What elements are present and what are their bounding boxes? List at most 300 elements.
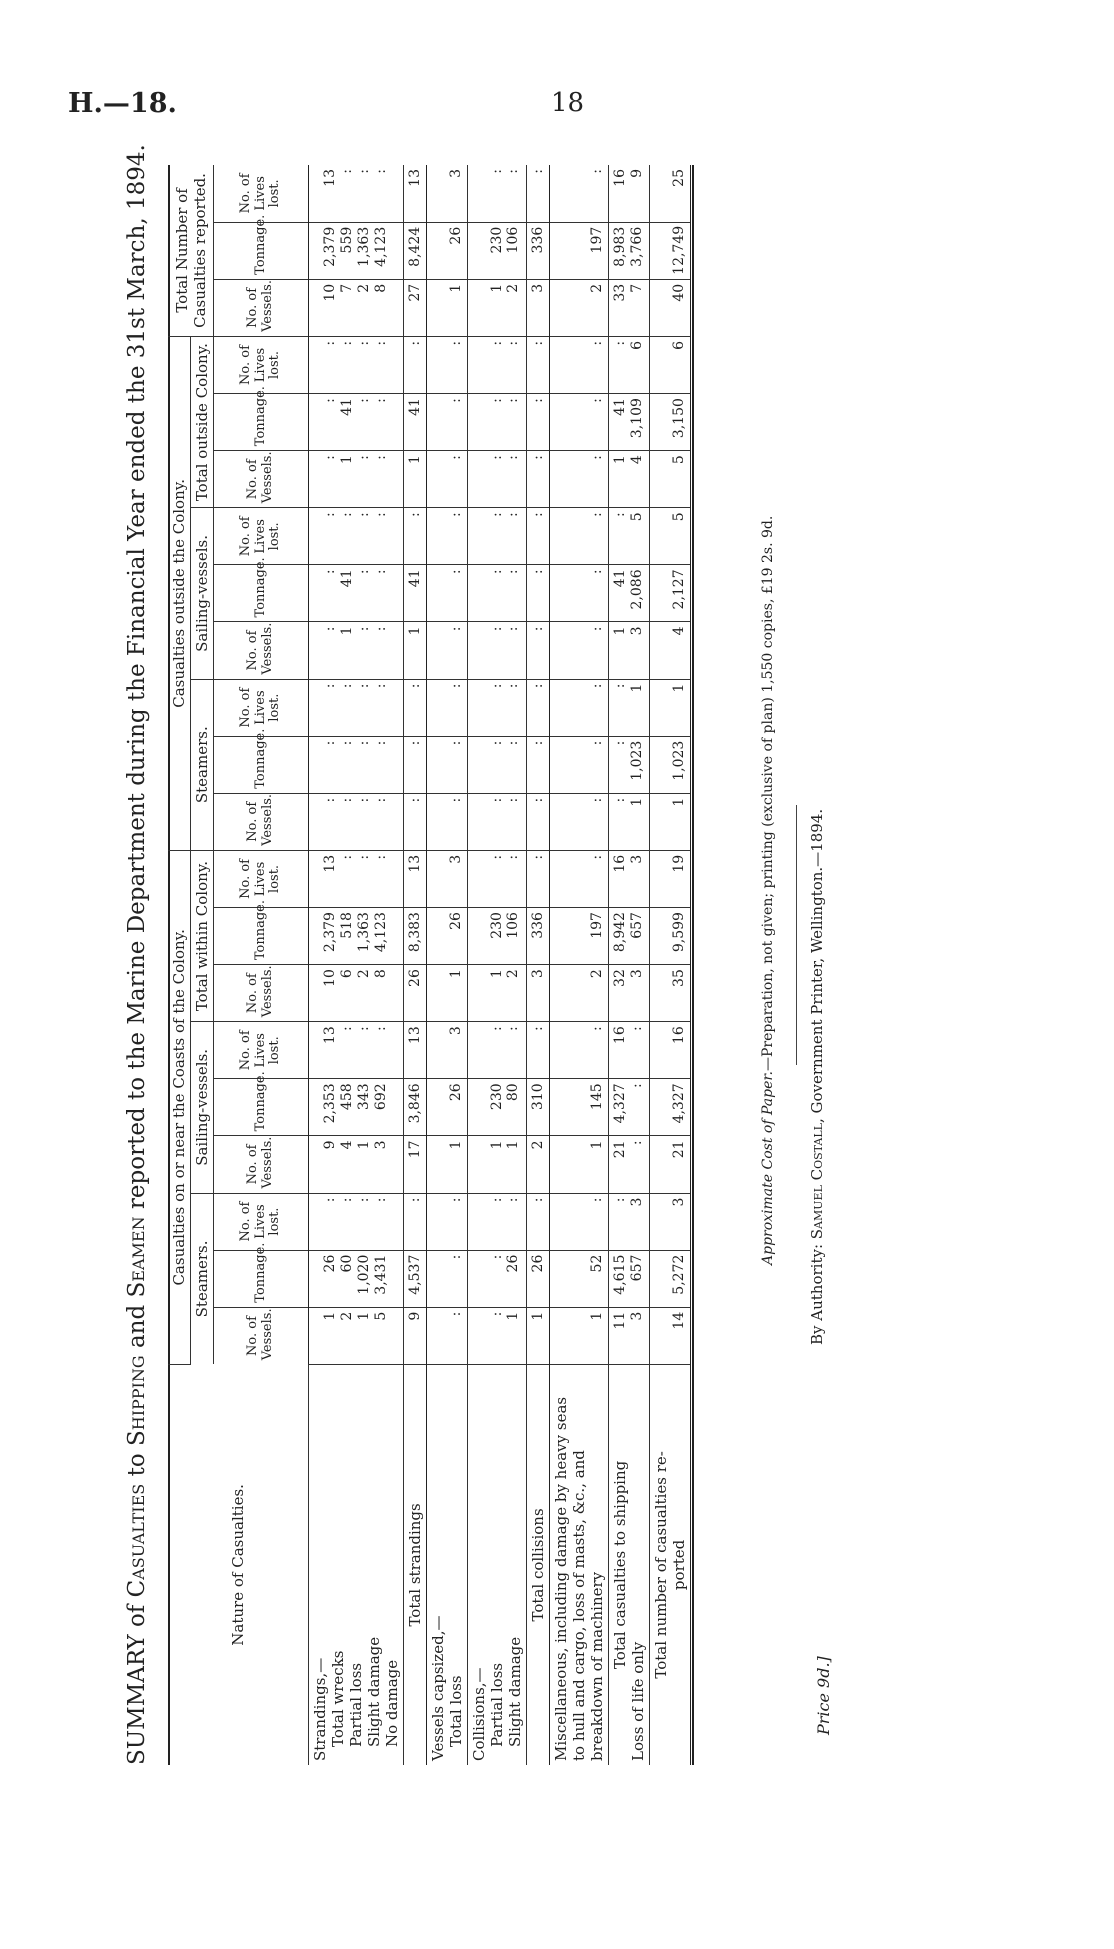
table-cell	[404, 394, 427, 451]
table-cell	[650, 1307, 691, 1364]
cell-spacer	[472, 512, 489, 560]
table-cell	[427, 1250, 468, 1307]
table-cell	[609, 508, 650, 565]
column-header-vessels: No. of Vessels.	[214, 1136, 309, 1193]
cell-line: :	[488, 569, 505, 575]
row-label-line: to hull and cargo, loss of masts, &c., and	[570, 1450, 588, 1761]
cell-line: :	[322, 398, 339, 403]
cell-value: 1	[671, 683, 688, 693]
cell-spacer	[472, 284, 489, 332]
cell-value: 5	[671, 512, 688, 522]
cell-line: 13	[322, 1026, 339, 1045]
table-cell	[309, 1307, 404, 1364]
cell-line: 6	[339, 969, 356, 979]
cell-line: 7	[339, 283, 356, 293]
cell-line: 13	[322, 854, 339, 873]
cell-value: 1	[448, 1140, 465, 1150]
cell-value: 3	[448, 169, 465, 178]
cell-value: :	[448, 1197, 465, 1203]
cell-value: :	[589, 512, 606, 517]
cell-line: 692	[372, 1083, 389, 1111]
cell-line: 80	[505, 1083, 522, 1102]
cell-value: 8,424	[406, 226, 423, 267]
table-cell	[609, 222, 650, 279]
cell-spacer	[472, 569, 489, 617]
cell-line: :	[372, 398, 389, 403]
cell-value: :	[589, 455, 606, 460]
table-cell	[468, 736, 527, 793]
table-cell	[468, 222, 527, 279]
cell-value: 26	[448, 226, 465, 245]
divider-rule	[796, 805, 797, 1065]
cell-value: 27	[406, 283, 423, 302]
cell-line: 9	[629, 169, 645, 178]
cell-value: 9	[406, 1311, 423, 1321]
cell-value: :	[406, 1197, 423, 1203]
cell-line: :	[339, 854, 356, 860]
cell-value: :	[589, 683, 606, 689]
table-cell	[527, 736, 550, 793]
cell-line: :	[372, 340, 389, 346]
table-cell	[468, 622, 527, 679]
table-cell	[527, 336, 550, 393]
cell-value: :	[589, 398, 606, 403]
cell-line: :	[505, 169, 522, 174]
row-label	[309, 1364, 404, 1765]
cell-value: :	[589, 854, 606, 860]
table-cell	[550, 1079, 609, 1136]
cell-line: :	[356, 340, 372, 346]
table-cell	[609, 451, 650, 508]
cell-line: :	[356, 740, 372, 746]
cell-line: 343	[356, 1083, 372, 1111]
table-cell	[609, 1022, 650, 1079]
cell-value: 1	[589, 1311, 606, 1321]
cell-value: :	[589, 569, 606, 575]
cell-line: :	[629, 1026, 645, 1031]
table-cell	[468, 1079, 527, 1136]
cell-line: :	[356, 626, 372, 632]
cell-line: :	[372, 683, 389, 689]
table-cell	[404, 793, 427, 850]
table-cell	[550, 793, 609, 850]
table-cell	[550, 451, 609, 508]
cell-value: :	[448, 569, 465, 575]
cell-spacer	[472, 798, 489, 846]
cell-line: 1,023	[629, 740, 645, 781]
cell-line: 10	[322, 969, 339, 987]
cell-line: :	[488, 1311, 505, 1317]
cell-line: :	[505, 854, 522, 860]
table-cell	[527, 622, 550, 679]
cell-value: 3	[529, 283, 546, 293]
header-total-reported: Total Number of Casualties reported.	[168, 165, 214, 336]
cell-line: :	[372, 1026, 389, 1031]
cell-spacer	[472, 398, 489, 446]
cell-value: 41	[406, 569, 423, 588]
table-cell	[527, 222, 550, 279]
row-label	[468, 1364, 527, 1765]
header-sailing-outside: Sailing-vessels.	[191, 508, 214, 679]
cell-line: :	[612, 740, 629, 746]
cell-value: 5	[671, 455, 688, 465]
table-cell	[427, 793, 468, 850]
table-cell	[527, 1136, 550, 1193]
table-cell	[309, 565, 404, 622]
cell-value: :	[448, 1254, 465, 1260]
table-cell	[427, 165, 468, 222]
header-within-colony: Casualties on or near the Coasts of the Colony.	[168, 850, 191, 1364]
cell-value: 26	[406, 969, 423, 987]
cell-line: 458	[339, 1083, 356, 1111]
cell-line: :	[339, 512, 356, 517]
cell-line: 10	[322, 283, 339, 302]
row-label-line: No damage	[383, 1659, 401, 1747]
table-cell	[404, 1193, 427, 1250]
table-cell	[427, 1022, 468, 1079]
rotated-table-page	[124, 144, 904, 1765]
cell-value: 3	[448, 1026, 465, 1036]
cell-spacer	[472, 855, 489, 903]
table-cell	[527, 1079, 550, 1136]
table-cell	[650, 622, 691, 679]
table-cell	[550, 850, 609, 907]
table-cell	[527, 965, 550, 1022]
cell-line: 8	[372, 283, 389, 293]
cell-line: 3,766	[629, 226, 645, 267]
authority-pre: By Authority:	[808, 1239, 826, 1345]
row-label-line: Total wrecks	[329, 1650, 347, 1747]
cell-line: 16	[612, 169, 629, 187]
row-label-line: Collisions,—	[470, 1667, 488, 1761]
cell-value: 1	[448, 969, 465, 979]
table-cell	[609, 279, 650, 336]
cell-line: :	[505, 569, 522, 575]
table-cell	[468, 451, 527, 508]
table-cell	[650, 1079, 691, 1136]
cell-value: :	[529, 626, 546, 632]
cell-line: 3	[629, 626, 645, 636]
table-cell	[650, 793, 691, 850]
column-header-lives: No. of Lives lost.	[214, 1022, 309, 1079]
cell-value: 3	[529, 969, 546, 979]
cell-line: :	[505, 512, 522, 517]
cell-line: 5	[372, 1311, 389, 1321]
table-cell	[650, 1022, 691, 1079]
table-cell	[309, 394, 404, 451]
cell-line: :	[612, 340, 629, 346]
cell-value: :	[529, 512, 546, 517]
row-label-line: Loss of life only	[629, 1641, 647, 1761]
table-title	[124, 144, 150, 1765]
row-label-text: Total collisions	[529, 1508, 547, 1622]
table-cell	[404, 850, 427, 907]
cell-value: 16	[671, 1026, 688, 1045]
table-cell	[527, 1250, 550, 1307]
cell-line: 559	[339, 226, 356, 254]
table-cell	[527, 394, 550, 451]
cell-line: :	[505, 740, 522, 746]
cell-line: 26	[322, 1254, 339, 1273]
cell-line: :	[488, 398, 505, 403]
approx-cost-text: —Preparation, not given; printing (exclusive of plan) 1,550 copies, £19 2s. 9d.	[760, 515, 776, 1072]
table-cell	[404, 1250, 427, 1307]
approximate-cost-note	[760, 165, 776, 1765]
row-label-line: Partial loss	[488, 1662, 506, 1747]
cell-spacer	[472, 227, 489, 275]
cell-line: 3	[629, 969, 645, 979]
cell-line: 1	[629, 797, 645, 807]
cell-line: :	[356, 683, 372, 689]
cell-line: 2	[339, 1311, 356, 1321]
row-label-line: breakdown of machinery	[588, 1571, 606, 1761]
cell-line: 2,353	[322, 1083, 339, 1124]
cell-line: :	[339, 169, 356, 174]
cell-value: :	[529, 740, 546, 746]
cell-line: 5	[629, 512, 645, 522]
table-row-misc	[550, 165, 609, 1765]
table-cell	[309, 622, 404, 679]
cell-line: :	[339, 1026, 356, 1031]
cell-value: :	[448, 340, 465, 346]
cell-value: :	[448, 512, 465, 517]
cell-value: :	[589, 1026, 606, 1031]
table-cell	[309, 679, 404, 736]
cell-line: 11	[612, 1311, 629, 1330]
cell-value: 19	[671, 854, 688, 873]
cell-value: :	[448, 398, 465, 403]
cell-line: 1,363	[356, 912, 372, 953]
table-cell	[650, 394, 691, 451]
table-cell	[427, 1136, 468, 1193]
cell-value: 2	[589, 969, 606, 979]
cell-line: :	[488, 797, 505, 803]
cell-value: 3,846	[406, 1083, 423, 1124]
table-cell	[527, 793, 550, 850]
title-part: Shipping	[124, 1355, 150, 1447]
cell-value: 40	[671, 283, 688, 302]
row-label-line: Partial loss	[347, 1662, 365, 1747]
approx-cost-label: Approximate Cost of Paper.	[760, 1071, 776, 1265]
table-cell	[468, 394, 527, 451]
cell-line: 1,363	[356, 226, 372, 267]
cell-line: :	[505, 340, 522, 346]
table-cell	[468, 565, 527, 622]
row-label	[550, 1364, 609, 1765]
table-cell	[650, 279, 691, 336]
table-cell	[468, 679, 527, 736]
column-header-lives: No. of Lives lost.	[214, 336, 309, 393]
row-label	[404, 1364, 427, 1765]
cell-value: :	[406, 340, 423, 346]
table-cell	[527, 1022, 550, 1079]
table-bottom-rule	[692, 165, 694, 1765]
cell-value: 6	[671, 340, 688, 350]
cell-value: 25	[671, 169, 688, 187]
cell-line: 2	[505, 283, 522, 293]
table-cell	[609, 1307, 650, 1364]
table-cell	[309, 1022, 404, 1079]
column-header-tonnage: Tonnage.	[214, 908, 309, 965]
cell-line: :	[339, 340, 356, 346]
table-cell	[309, 793, 404, 850]
row-label-line: Total casualties to shipping	[611, 1460, 629, 1670]
title-part: SUMMARY of	[124, 1597, 150, 1765]
table-cell	[427, 279, 468, 336]
table-cell	[609, 1193, 650, 1250]
document-reference: H.—18.	[68, 88, 177, 119]
cell-line: 1	[322, 1311, 339, 1321]
table-cell	[404, 736, 427, 793]
table-cell	[427, 850, 468, 907]
table-cell	[609, 908, 650, 965]
table-cell	[309, 165, 404, 222]
cell-spacer	[472, 1140, 489, 1188]
cell-line: 4,123	[372, 912, 389, 953]
table-cell	[527, 451, 550, 508]
header-outside-colony: Casualties outside the Colony.	[168, 336, 191, 850]
cell-value: 5,272	[671, 1254, 688, 1295]
price-note: Price 9d.]	[814, 1656, 833, 1735]
table-cell	[650, 908, 691, 965]
cell-line: :	[612, 683, 629, 689]
table-cell	[609, 1136, 650, 1193]
title-part: reported to the Marine Department during the Financial Year ended the 31st March, 1894.	[124, 144, 150, 1217]
cell-value: :	[589, 340, 606, 346]
table-cell	[404, 336, 427, 393]
cell-line: 3	[629, 1311, 645, 1321]
column-header-tonnage: Tonnage.	[214, 222, 309, 279]
table-cell	[427, 565, 468, 622]
cell-value: :	[529, 1197, 546, 1203]
table-cell	[309, 850, 404, 907]
table-cell	[527, 165, 550, 222]
cell-value: :	[529, 1026, 546, 1031]
table-cell	[650, 222, 691, 279]
title-part: Casualties	[124, 1483, 150, 1598]
cell-line: :	[488, 1026, 505, 1031]
table-cell	[527, 1193, 550, 1250]
table-cell	[550, 279, 609, 336]
cell-line: 4,327	[612, 1083, 629, 1124]
column-header-vessels: No. of Vessels.	[214, 451, 309, 508]
cell-line: 1	[629, 683, 645, 693]
table-row-collisions	[468, 165, 527, 1765]
table-cell	[609, 336, 650, 393]
cell-value: 1,023	[671, 740, 688, 781]
cell-value: 3	[671, 1197, 688, 1207]
row-label	[650, 1364, 691, 1765]
table-cell	[309, 1250, 404, 1307]
cell-line: 8	[372, 969, 389, 979]
cell-line: 2,086	[629, 569, 645, 610]
cell-line: :	[629, 1140, 645, 1146]
table-cell	[404, 279, 427, 336]
table-cell	[309, 336, 404, 393]
title-part: and	[124, 1297, 150, 1356]
cell-line: :	[488, 740, 505, 746]
cell-spacer	[472, 684, 489, 732]
cell-value: 3	[448, 854, 465, 864]
column-header-lives: No. of Lives lost.	[214, 850, 309, 907]
cell-line: 3,431	[372, 1254, 389, 1295]
table-cell	[609, 965, 650, 1022]
casualties-table	[168, 165, 691, 1765]
cell-line: :	[356, 569, 372, 575]
table-cell	[468, 965, 527, 1022]
table-cell	[427, 679, 468, 736]
cell-line: :	[488, 340, 505, 346]
cell-line: :	[488, 854, 505, 860]
row-label-line: Slight damage	[365, 1636, 383, 1747]
cell-line: :	[612, 797, 629, 803]
cell-line: :	[372, 626, 389, 632]
table-cell	[650, 850, 691, 907]
table-cell	[550, 1022, 609, 1079]
cell-value: 2	[529, 1140, 546, 1150]
cell-value: :	[529, 398, 546, 403]
table-cell	[609, 1250, 650, 1307]
table-cell	[468, 165, 527, 222]
cell-line: 1	[339, 626, 356, 636]
cell-line: 21	[612, 1140, 629, 1159]
cell-line: 1	[505, 1140, 522, 1150]
cell-line: :	[612, 1197, 629, 1203]
cell-value: 336	[529, 226, 546, 254]
cell-line: :	[356, 1026, 372, 1031]
table-cell	[527, 679, 550, 736]
cell-line: :	[372, 569, 389, 575]
table-cell	[527, 1307, 550, 1364]
cell-line: 16	[612, 1026, 629, 1045]
cell-line: :	[505, 626, 522, 632]
cell-value: 9,599	[671, 912, 688, 953]
cell-line: 4	[339, 1140, 356, 1150]
cell-value: :	[589, 169, 606, 174]
cell-line: :	[372, 512, 389, 517]
cell-value: :	[529, 569, 546, 575]
cell-line: :	[488, 626, 505, 632]
row-label	[427, 1364, 468, 1765]
row-label	[609, 1364, 650, 1765]
cell-line: 1	[356, 1140, 372, 1150]
table-cell	[527, 850, 550, 907]
header-steamers-within: Steamers.	[191, 1193, 214, 1364]
cell-spacer	[472, 169, 489, 218]
cell-line: :	[372, 797, 389, 803]
table-cell	[427, 222, 468, 279]
cell-value: 21	[671, 1140, 688, 1159]
table-cell	[550, 1250, 609, 1307]
cell-line: 1	[356, 1311, 372, 1321]
cell-value: 4,327	[671, 1083, 688, 1124]
table-cell	[550, 222, 609, 279]
row-label-line: Strandings,—	[311, 1657, 329, 1761]
cell-line: 106	[505, 912, 522, 939]
cell-line: 3,109	[629, 398, 645, 439]
cell-value: 2	[589, 283, 606, 293]
cell-line: :	[505, 455, 522, 460]
cell-value: 2,127	[671, 569, 688, 610]
table-row-grand-total	[650, 165, 691, 1765]
row-label-line: Vessels capsized,—	[429, 1615, 447, 1761]
cell-line: :	[322, 569, 339, 575]
table-cell	[650, 451, 691, 508]
cell-value: 4,537	[406, 1254, 423, 1295]
cell-value: 13	[406, 854, 423, 873]
table-cell	[650, 736, 691, 793]
authority-line	[808, 165, 826, 1765]
